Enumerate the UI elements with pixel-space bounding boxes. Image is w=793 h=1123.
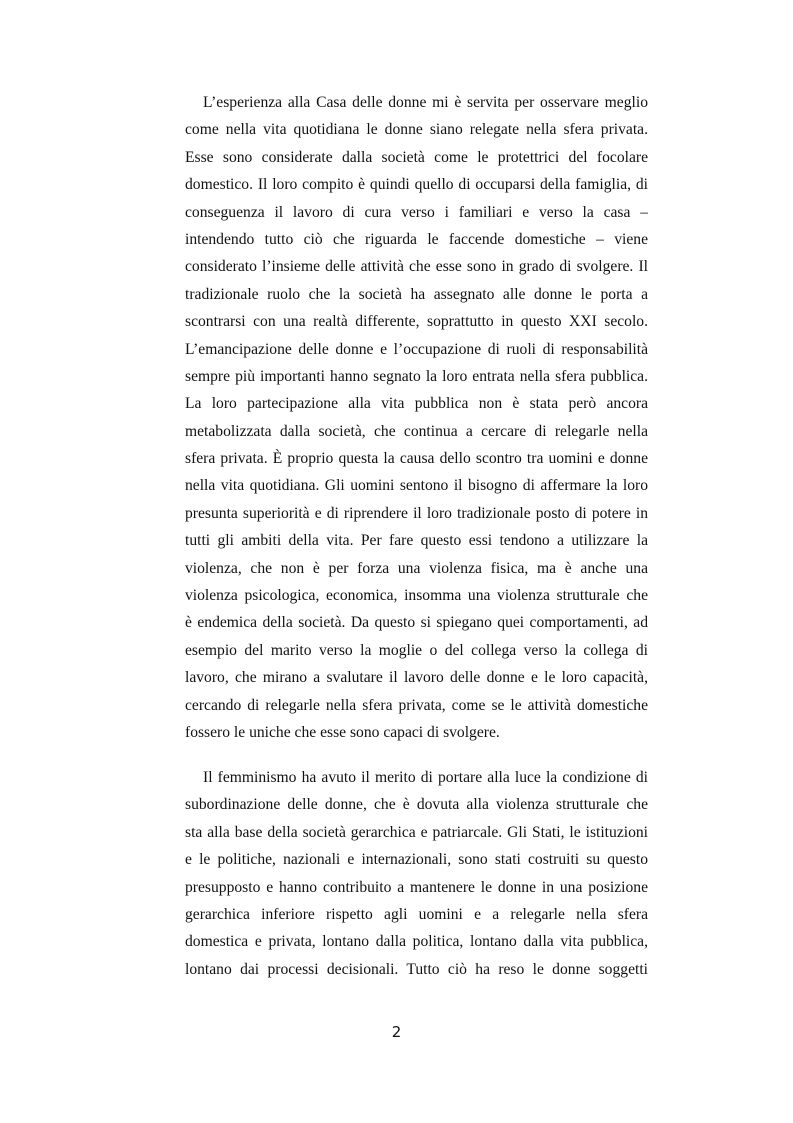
text-line: metabolizzata dalla società, che continua a cercare di relegarle nella xyxy=(185,422,648,440)
text-line: esempio del marito verso la moglie o del collega verso la collega di xyxy=(185,641,648,659)
text-line: come nella vita quotidiana le donne siano relegate nella sfera privata. xyxy=(185,121,648,139)
text-line: intendendo tutto ciò che riguarda le faccende domestiche – viene xyxy=(185,230,648,248)
text-line: sempre più importanti hanno segnato la loro entrata nella sfera pubblica. xyxy=(185,367,648,385)
paragraph-1 xyxy=(185,89,648,746)
text-line: gerarchica inferiore rispetto agli uomini e a relegarle nella sfera xyxy=(185,905,648,923)
text-line: cercando di relegarle nella sfera privata, come se le attività domestiche xyxy=(185,696,648,714)
text-line: domestica e privata, lontano dalla politica, lontano dalla vita pubblica, xyxy=(185,933,648,951)
text-line: è endemica della società. Da questo si spiegano quei comportamenti, ad xyxy=(185,614,648,632)
text-line: tutti gli ambiti della vita. Per fare questo essi tendono a utilizzare la xyxy=(185,532,648,550)
text-line: lontano dai processi decisionali. Tutto ciò ha reso le donne soggetti xyxy=(185,960,648,978)
text-line: e le politiche, nazionali e internazionali, sono stati costruiti su questo xyxy=(185,851,648,869)
text-line: fossero le uniche che esse sono capaci di svolgere. xyxy=(185,723,500,741)
text-line: lavoro, che mirano a svalutare il lavoro delle donne e le loro capacità, xyxy=(185,669,648,687)
text-line: Il femminismo ha avuto il merito di portare alla luce la condizione di xyxy=(203,769,648,786)
text-line: conseguenza il lavoro di cura verso i familiari e verso la casa – xyxy=(185,203,648,221)
text-line: presunta superiorità e di riprendere il loro tradizionale posto di potere in xyxy=(185,504,648,522)
text-line: tradizionale ruolo che la società ha assegnato alle donne le porta a xyxy=(185,285,648,303)
text-line: domestico. Il loro compito è quindi quello di occuparsi della famiglia, di xyxy=(185,176,648,194)
text-line: considerato l’insieme delle attività che esse sono in grado di svolgere. Il xyxy=(185,258,648,276)
text-line: nella vita quotidiana. Gli uomini sentono il bisogno di affermare la loro xyxy=(185,477,648,495)
text-line: violenza, che non è per forza una violenza fisica, ma è anche una xyxy=(185,559,648,577)
text-line: La loro partecipazione alla vita pubblica non è stata però ancora xyxy=(185,395,648,413)
text-line: Esse sono considerate dalla società come le protettrici del focolare xyxy=(185,148,648,166)
text-line: sta alla base della società gerarchica e patriarcale. Gli Stati, le istituzioni xyxy=(185,823,648,841)
text-line: L’emancipazione delle donne e l’occupazione di ruoli di responsabilità xyxy=(185,340,648,358)
text-line: sfera privata. È proprio questa la causa dello scontro tra uomini e donne xyxy=(185,450,648,468)
text-line: scontrarsi con una realtà differente, soprattutto in questo XXI secolo. xyxy=(185,313,648,331)
paragraph-2 xyxy=(185,764,648,983)
page-number: 2 xyxy=(391,1023,402,1041)
text-line: violenza psicologica, economica, insomma una violenza strutturale che xyxy=(185,587,648,605)
text-line: presupposto e hanno contribuito a mantenere le donne in una posizione xyxy=(185,878,648,896)
text-line: L’esperienza alla Casa delle donne mi è servita per osservare meglio xyxy=(203,94,648,111)
text-line: subordinazione delle donne, che è dovuta alla violenza strutturale che xyxy=(185,796,648,814)
